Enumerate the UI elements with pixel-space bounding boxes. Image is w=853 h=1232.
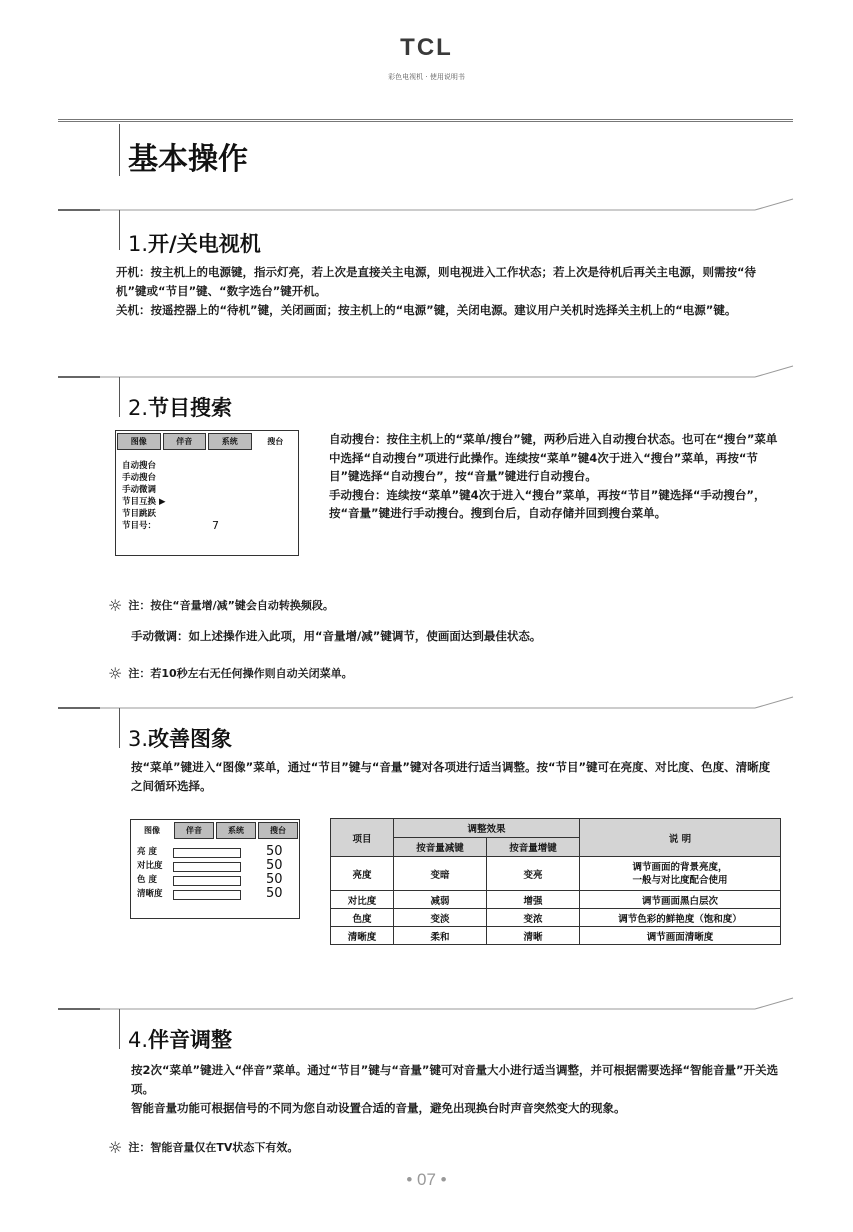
col-dec-header: 按音量减键	[394, 838, 487, 857]
menu-item-manual-search: 手动搜台	[122, 473, 157, 483]
sharpness-row: 清晰度 50	[137, 886, 283, 901]
note-smart-volume: ☼ 注：智能音量仅在TV状态下有效。	[108, 1138, 299, 1157]
section-divider	[0, 362, 853, 392]
section-bar	[119, 210, 120, 250]
contrast-bar	[173, 862, 241, 872]
adjustment-table	[330, 818, 781, 945]
section-divider	[0, 693, 853, 723]
tab-search: 搜台	[258, 822, 298, 839]
smart-volume-text: 智能音量功能可根据信号的不同为您自动设置合适的音量，避免出现换台时声音突然变大的现象。	[131, 1101, 626, 1115]
section-bar	[119, 1009, 120, 1049]
table-row: 色度 变淡 变浓 调节色彩的鲜艳度（饱和度）	[331, 909, 781, 927]
note-band-switch: ☼ 注：按住“音量增/减”键会自动转换频段。	[108, 596, 334, 615]
sun-icon: ☼	[108, 1138, 123, 1157]
tab-sound: 伴音	[174, 822, 214, 839]
brand-logo: TCL	[400, 34, 453, 61]
tab-system: 系统	[216, 822, 256, 839]
table-row: 清晰度 柔和 清晰 调节画面清晰度	[331, 927, 781, 945]
col-item-header: 项目	[331, 819, 394, 857]
section-divider	[0, 994, 853, 1024]
manual-search-text: 手动搜台：连续按“菜单”键4次于进入“搜台”菜单，再按“节目”键选择“手动搜台”，按“音量”键进行手动搜台。搜到台后，自动存储并回到搜台菜单。	[329, 487, 766, 520]
sun-icon: ☼	[108, 664, 123, 683]
sun-icon: ☼	[108, 596, 123, 615]
sound-menu-text: 按2次“菜单”键进入“伴音”菜单。通过“节目”键与“音量”键可对音量大小进行适当调整，并可根据需要选择“智能音量”开关选项。	[131, 1063, 779, 1096]
col-effect-header: 调整效果	[394, 819, 580, 838]
page-title: 基本操作	[128, 142, 248, 177]
color-row: 色 度 50	[137, 872, 283, 887]
tab-search: 搜台	[254, 433, 298, 450]
auto-search-text: 自动搜台：按住主机上的“菜单/搜台”键，两秒后进入自动搜台状态。也可在“搜台”菜单中选择“自动搜台”项进行此操作。连续按“菜单”键4次于进入“搜台”菜单，再按“节目”键选择“自动搜台”，按“音量”键进行自动搜台。	[329, 432, 778, 483]
tab-sound: 伴音	[163, 433, 207, 450]
title-rule	[58, 119, 793, 122]
power-off-text: 关机：按遥控器上的“待机”键，关闭画面；按主机上的“电源”键，关闭电源。建议用户关机时选择关主机上的“电源”键。	[116, 303, 737, 317]
search-menu-figure	[115, 430, 299, 556]
contrast-row: 对比度 50	[137, 858, 283, 873]
section-bar	[119, 708, 120, 748]
color-bar	[173, 876, 241, 886]
section-1-heading: 1.开/关电视机	[128, 232, 261, 256]
section-divider	[0, 195, 853, 225]
menu-item-fine-tune: 手动微调	[122, 485, 157, 495]
table-row: 亮度 变暗 变亮 调节画面的背景亮度， 一般与对比度配合使用	[331, 857, 781, 891]
page-number: • 07 •	[406, 1170, 447, 1189]
table-row: 对比度 减弱 增强 调节画面黑白层次	[331, 891, 781, 909]
brightness-bar	[173, 848, 241, 858]
tab-system: 系统	[208, 433, 252, 450]
tab-picture: 图像	[117, 433, 161, 450]
sharpness-bar	[173, 890, 241, 900]
fine-tune-text: 手动微调：如上述操作进入此项，用“音量增/减”键调节，使画面达到最佳状态。	[131, 629, 542, 643]
menu-item-auto-search: 自动搜台	[122, 461, 157, 471]
section-1-text	[116, 263, 780, 320]
header-subtitle: 彩色电视机 · 使用说明书	[388, 73, 465, 81]
note-menu-timeout: ☼ 注：若10秒左右无任何操作则自动关闭菜单。	[108, 664, 353, 683]
section-4-text	[131, 1061, 781, 1118]
menu-item-program-no: 节目号： 7	[122, 519, 219, 532]
section-3-heading: 3.改善图象	[128, 727, 233, 751]
program-number: 7	[212, 519, 219, 532]
menu-item-swap: 节目互换 ▶	[122, 497, 166, 507]
section-2-heading: 2.节目搜索	[128, 396, 233, 420]
tab-picture: 图像	[132, 822, 172, 839]
brightness-row: 亮 度 50	[137, 844, 283, 859]
section-3-text: 按“菜单”键进入“图像”菜单，通过“节目”键与“音量”键对各项进行适当调整。按“节目”键可在亮度、对比度、色度、清晰度之间循环选择。	[131, 760, 771, 793]
picture-menu-figure	[130, 819, 300, 919]
section-4-heading: 4.伴音调整	[128, 1028, 233, 1052]
title-bar	[119, 124, 120, 176]
power-on-text: 开机：按主机上的电源键，指示灯亮，若上次是直接关主电源，则电视进入工作状态；若上次是待机后再关主电源，则需按“待机”键或“节目”键、“数字选台”键开机。	[116, 265, 757, 298]
section-2-text	[329, 430, 784, 523]
menu-item-skip: 节目跳跃	[122, 509, 157, 519]
section-bar	[119, 377, 120, 417]
col-inc-header: 按音量增键	[487, 838, 580, 857]
col-note-header: 说 明	[580, 819, 781, 857]
